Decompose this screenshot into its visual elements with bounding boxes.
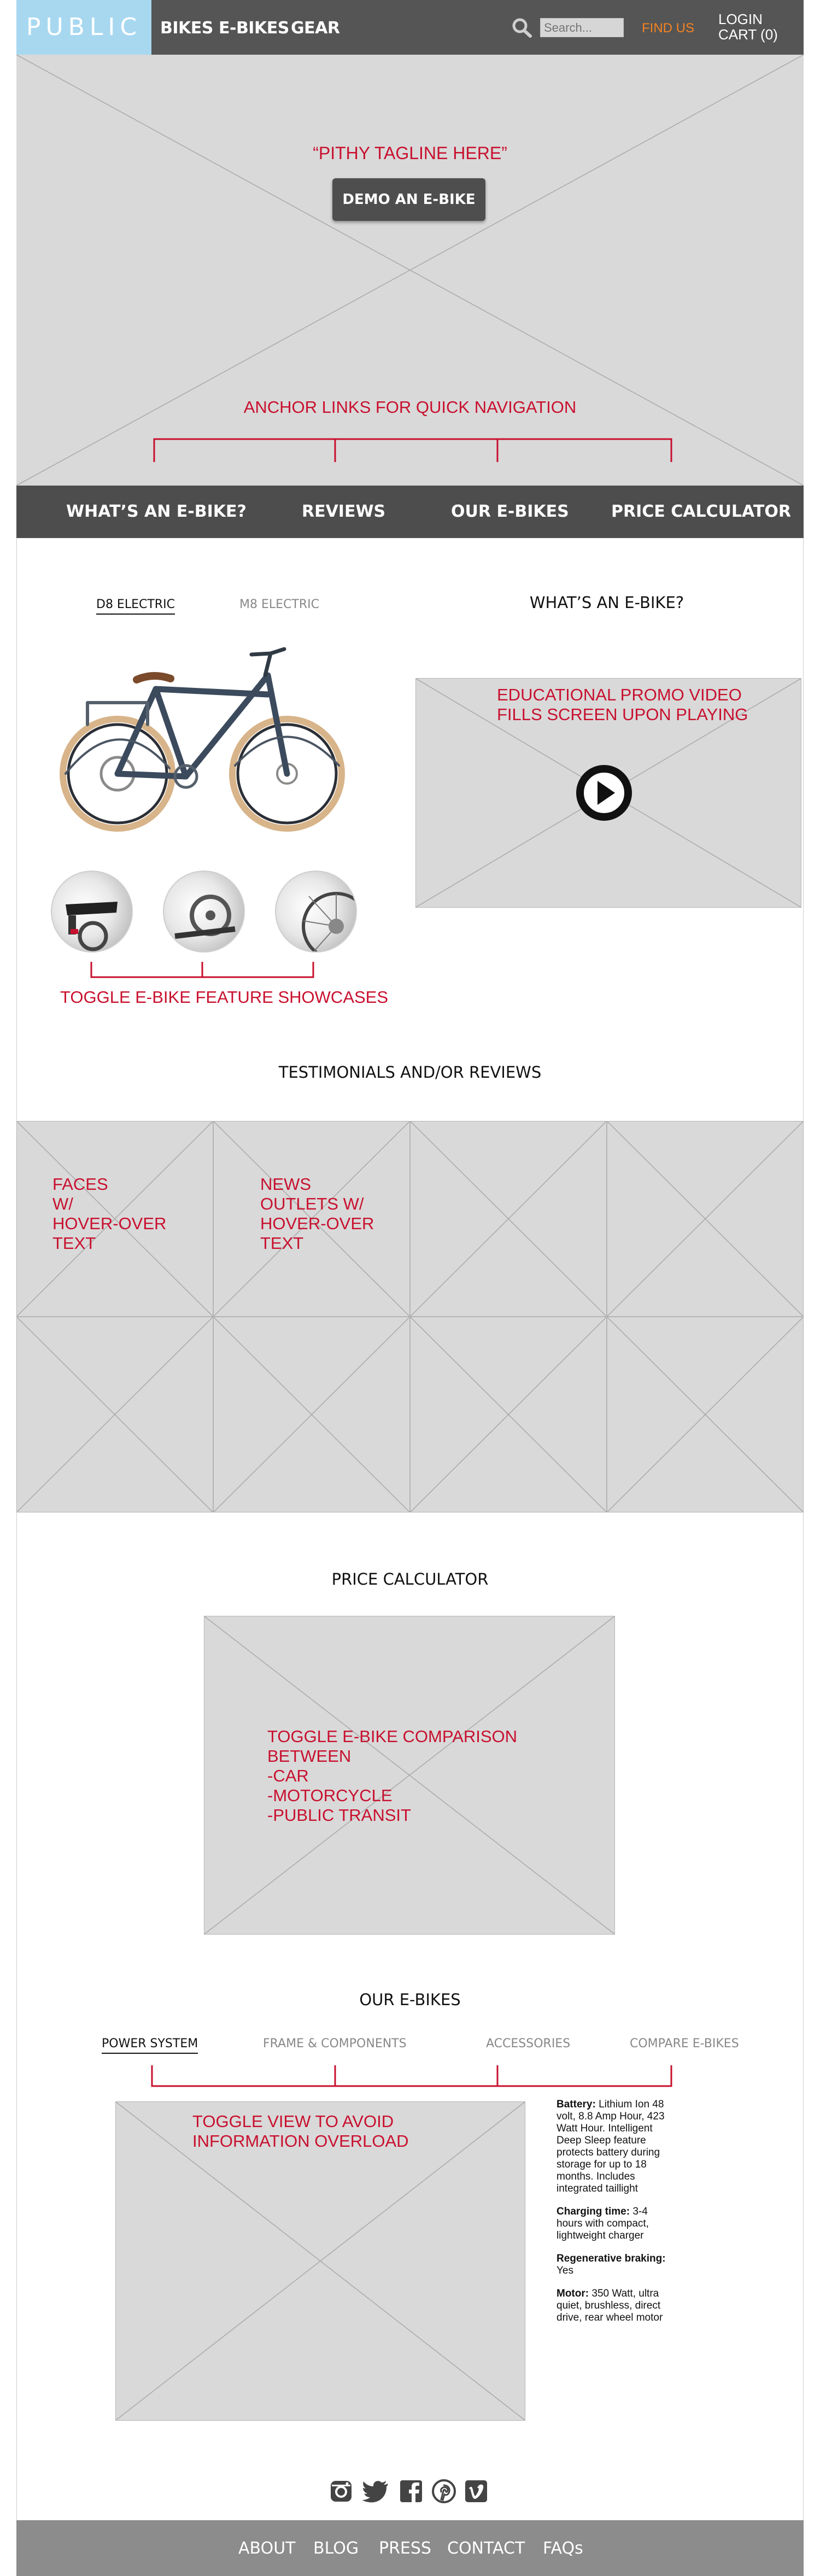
video-caption: EDUCATIONAL PROMO VIDEO FILLS SCREEN UPON PLAYING (497, 685, 748, 724)
price-calculator-caption: TOGGLE E-BIKE COMPARISON BETWEEN -CAR -MOTORCYCLE -PUBLIC TRANSIT (267, 1727, 518, 1825)
tab-compare-ebikes[interactable]: COMPARE E-BIKES (630, 2037, 739, 2051)
testimonial-tile[interactable] (16, 1317, 213, 1512)
nav-bikes[interactable]: BIKES (160, 19, 213, 38)
our-ebikes-heading: OUR E-BIKES (359, 1990, 461, 2009)
cart-link[interactable]: CART (0) (718, 26, 778, 43)
testimonial-tile[interactable] (410, 1121, 607, 1317)
tabs-bracket (148, 2064, 678, 2090)
nav-e-bikes[interactable]: E-BIKES (219, 19, 289, 38)
footer-contact[interactable]: CONTACT (447, 2539, 525, 2558)
tab-m8-electric[interactable]: M8 ELECTRIC (239, 598, 319, 611)
demo-ebike-button[interactable]: DEMO AN E-BIKE (332, 178, 485, 221)
feature-thumb-rack[interactable] (51, 871, 133, 953)
social-links (329, 2479, 493, 2507)
hero-image-placeholder (16, 55, 804, 486)
ebike-detail-caption: TOGGLE VIEW TO AVOID INFORMATION OVERLOAD (192, 2112, 409, 2151)
pinterest-icon[interactable] (432, 2479, 456, 2503)
feature-bracket (82, 961, 323, 982)
feature-thumb-motor[interactable] (163, 871, 245, 953)
news-caption: NEWS OUTLETS W/ HOVER-OVER TEXT (260, 1175, 374, 1253)
nav-gear[interactable]: GEAR (291, 19, 340, 38)
tab-power-system[interactable]: POWER SYSTEM (102, 2037, 198, 2054)
instagram-icon[interactable] (329, 2479, 353, 2503)
anchor-nav (16, 486, 804, 538)
login-link[interactable]: LOGIN (718, 11, 763, 27)
testimonial-tile[interactable] (607, 1121, 804, 1317)
tab-frame-components[interactable]: FRAME & COMPONENTS (263, 2037, 407, 2051)
testimonial-tile[interactable] (607, 1317, 804, 1512)
anchor-price-calculator[interactable]: PRICE CALCULATOR (611, 502, 792, 521)
footer-faqs[interactable]: FAQs (543, 2539, 583, 2558)
play-icon[interactable] (576, 764, 632, 821)
spec-charging-time: Charging time: 3-4 hours with compact, lightweight charger (557, 2206, 649, 2241)
price-calculator-heading: PRICE CALCULATOR (331, 1570, 489, 1588)
facebook-icon[interactable] (399, 2479, 423, 2503)
footer-blog[interactable]: BLOG (313, 2539, 359, 2558)
anchor-whats-ebike[interactable]: WHAT’S AN E-BIKE? (66, 502, 247, 521)
testimonial-tile[interactable] (213, 1317, 410, 1512)
anchor-our-ebikes[interactable]: OUR E-BIKES (451, 502, 569, 521)
tab-d8-electric[interactable]: D8 ELECTRIC (96, 598, 175, 615)
feature-thumb-wheel[interactable] (275, 871, 357, 953)
testimonial-tile[interactable] (410, 1317, 607, 1512)
faces-caption: FACES W/ HOVER-OVER TEXT (52, 1175, 167, 1253)
vimeo-icon[interactable] (464, 2479, 488, 2503)
search-input[interactable] (540, 18, 624, 37)
anchor-bracket (148, 435, 678, 465)
search-icon[interactable] (511, 17, 533, 38)
site-footer (16, 2520, 804, 2576)
spec-regenerative-braking: Regenerative braking: Yes (557, 2253, 666, 2276)
footer-press[interactable]: PRESS (379, 2539, 431, 2558)
testimonials-heading: TESTIMONIALS AND/OR REVIEWS (278, 1063, 542, 1082)
footer-about[interactable]: ABOUT (238, 2539, 296, 2558)
find-us-link[interactable]: FIND US (642, 21, 694, 36)
anchor-links-caption: ANCHOR LINKS FOR QUICK NAVIGATION (243, 398, 577, 417)
spec-battery: Battery: Lithium Ion 48 volt, 8.8 Amp Hour, 423 Watt Hour. Intelligent Deep Sleep feature protects battery during storage for up to 18 months. Includes integrated taillight (557, 2099, 665, 2194)
ebike-product-image (55, 642, 361, 845)
hero-tagline: “PITHY TAGLINE HERE” (313, 143, 507, 163)
whats-ebike-heading: WHAT’S AN E-BIKE? (529, 593, 684, 612)
feature-caption: TOGGLE E-BIKE FEATURE SHOWCASES (60, 988, 389, 1007)
spec-motor: Motor: 350 Watt, ultra quiet, brushless, direct drive, rear wheel motor (557, 2288, 663, 2323)
twitter-icon[interactable] (362, 2479, 389, 2503)
site-header (16, 0, 804, 55)
logo[interactable]: PUBLIC (16, 0, 151, 55)
tab-accessories[interactable]: ACCESSORIES (486, 2037, 571, 2051)
anchor-reviews[interactable]: REVIEWS (302, 502, 386, 521)
spec-list (557, 2099, 674, 2335)
